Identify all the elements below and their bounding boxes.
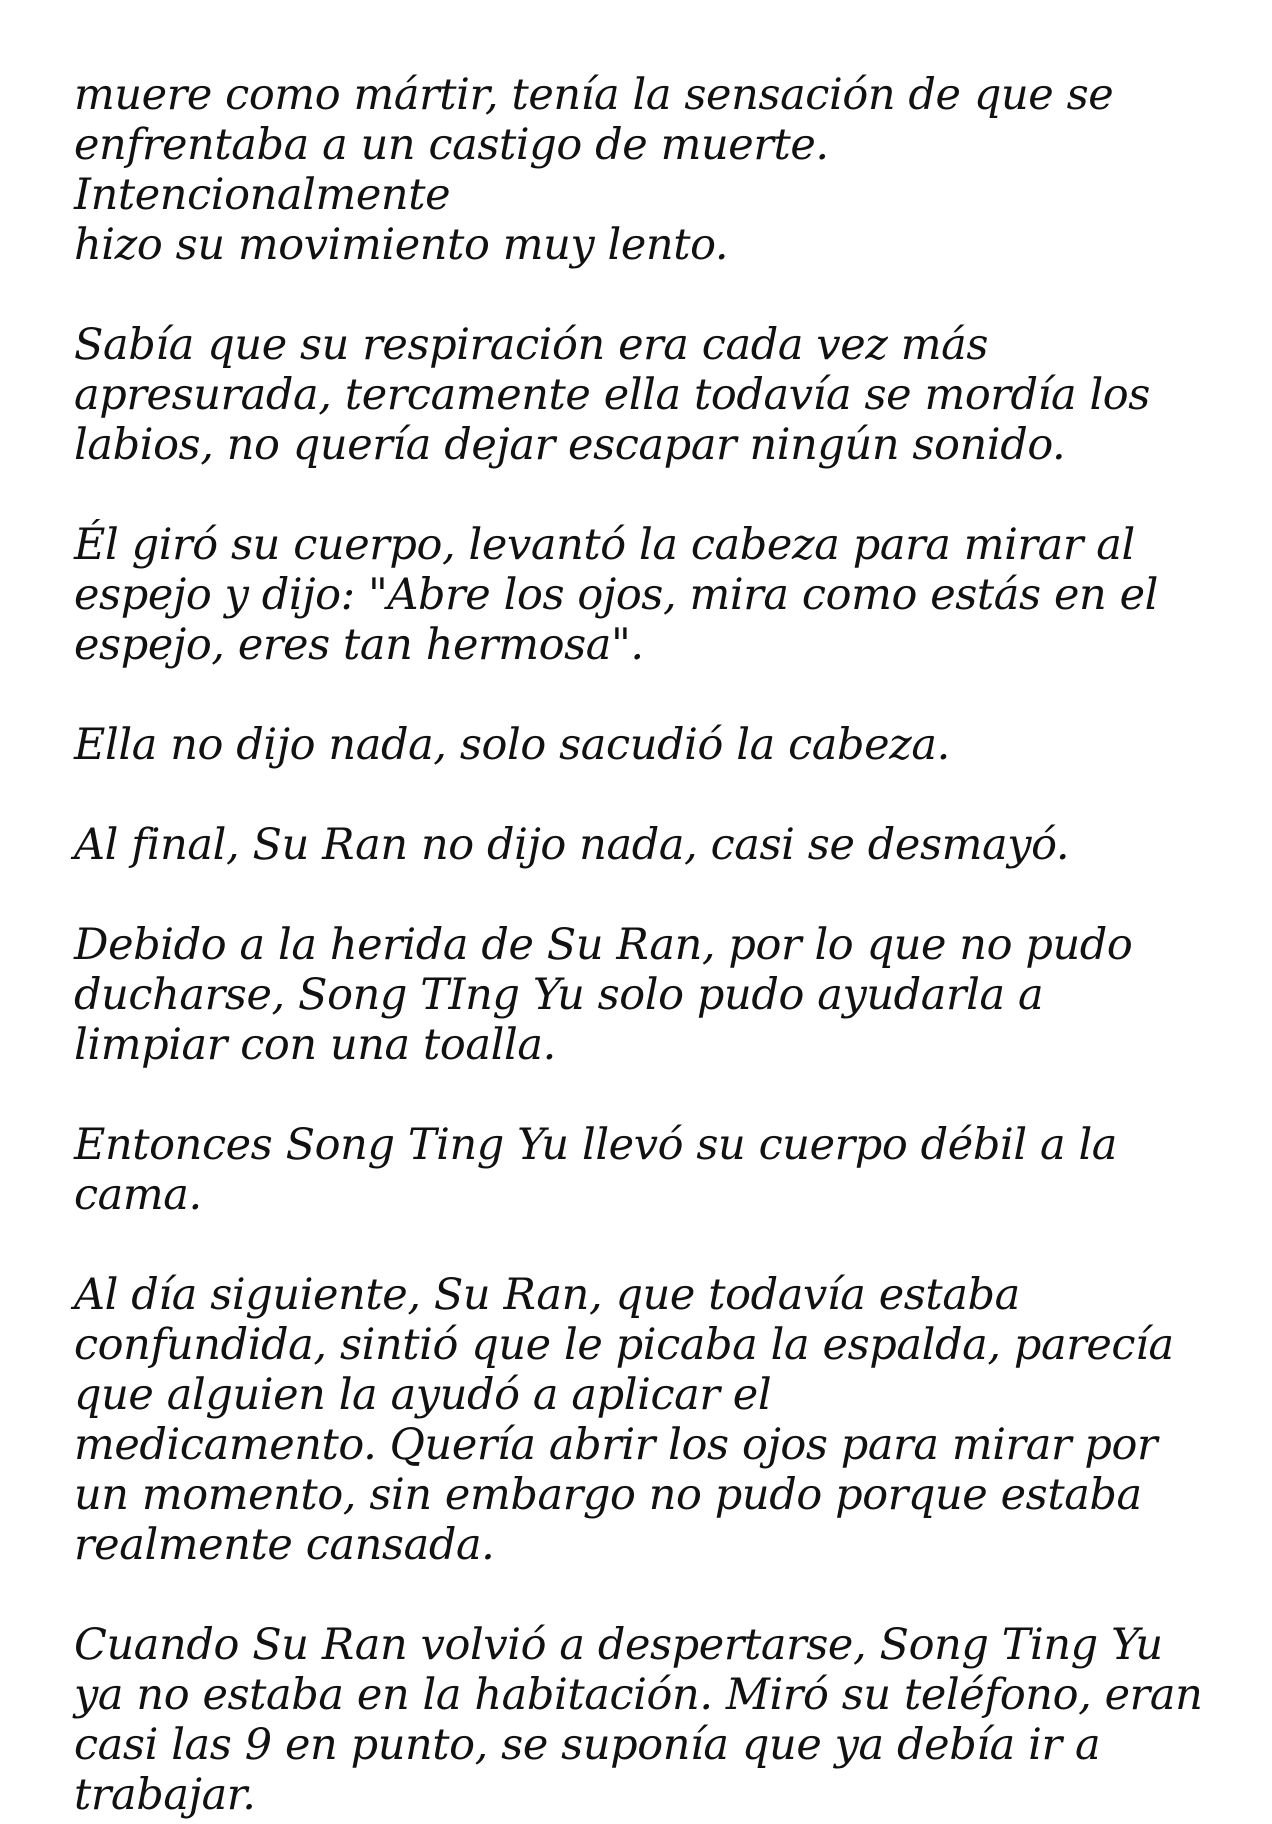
paragraph-3: Él giró su cuerpo, levantó la cabeza para mirar al espejo y dijo: "Abre los ojos, mira como estás en el espejo, eres tan hermosa".: [74, 520, 1158, 670]
paragraph-7: Entonces Song Ting Yu llevó su cuerpo débil a la cama.: [74, 1120, 1118, 1220]
paragraph-4: Ella no dijo nada, solo sacudió la cabeza.: [74, 720, 950, 770]
paragraph-2: Sabía que su respiración era cada vez más apresurada, tercamente ella todavía se mordía los labios, no quería dejar escapar ningún sonido.: [74, 320, 1150, 470]
paragraph-9: Cuando Su Ran volvió a despertarse, Song Ting Yu ya no estaba en la habitación. Miró su teléfono, eran casi las 9 en punto, se suponía que ya debía ir a trabajar.: [74, 1620, 1203, 1820]
paragraph-8: Al día siguiente, Su Ran, que todavía estaba confundida, sintió que le picaba la espalda, parecía que alguien la ayudó a aplicar el medicamento. Quería abrir los ojos para mirar por un momento, sin embargo no pudo porque estaba realmente cansada.: [74, 1270, 1174, 1570]
paragraph-5: Al final, Su Ran no dijo nada, casi se desmayó.: [74, 820, 1070, 870]
paragraph-1: muere como mártir, tenía la sensación de que se enfrentaba a un castigo de muerte. Intencionalmente hizo su movimiento muy lento.: [74, 70, 1114, 270]
paragraph-6: Debido a la herida de Su Ran, por lo que no pudo ducharse, Song TIng Yu solo pudo ayudarla a limpiar con una toalla.: [74, 920, 1133, 1070]
document-page: [74, 70, 1214, 1820]
